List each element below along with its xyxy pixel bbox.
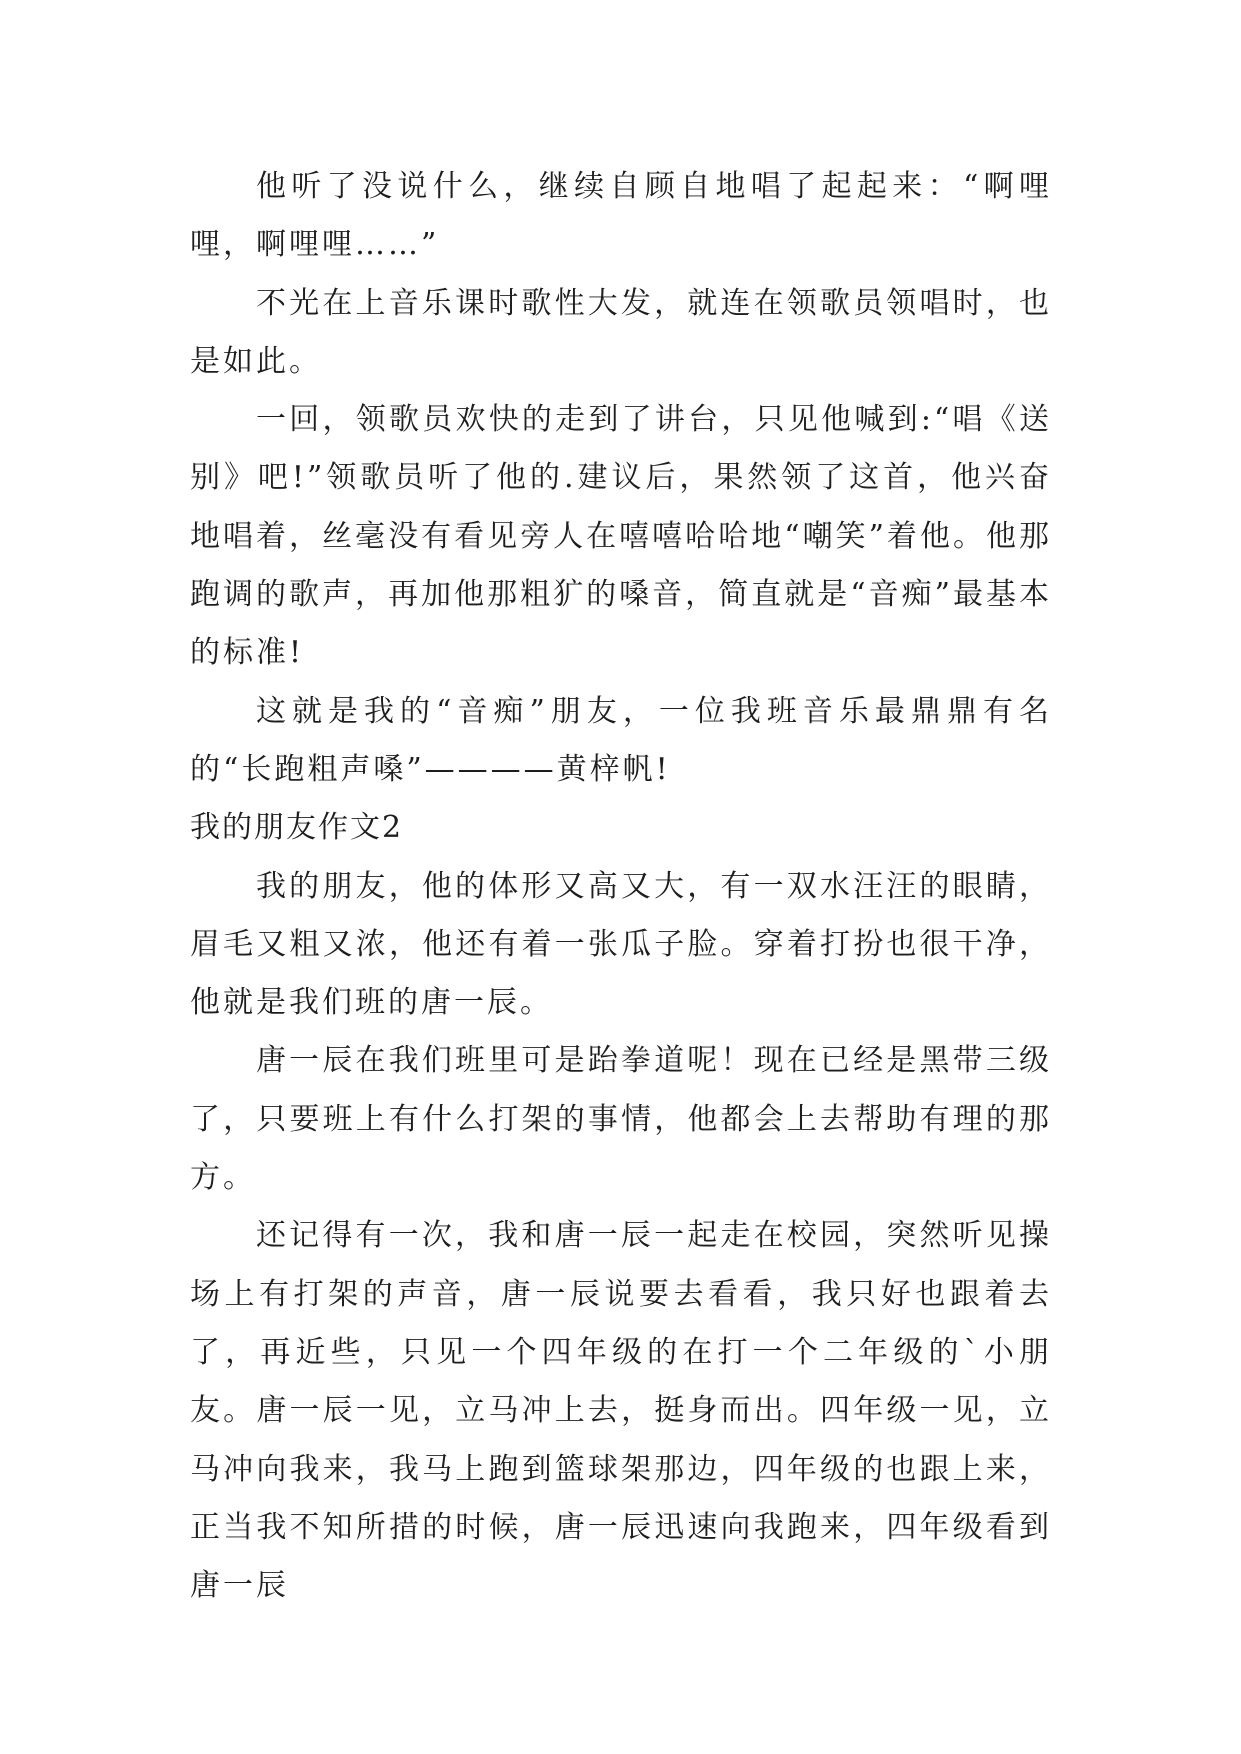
paragraph: 这就是我的“音痴”朋友，一位我班音乐最鼎鼎有名的“长跑粗声嗓”————黄梓帆! [190,693,1052,787]
paragraph: 一回，领歌员欢快的走到了讲台，只见他喊到:“唱《送别》吧!”领歌员听了他的.建议后，果然领了这首，他兴奋地唱着，丝毫没有看见旁人在嘻嘻哈哈地“嘲笑”着他。他那跑调的歌声，再加他那粗犷的嗓音，简直就是“音痴”最基本的标准! [190,402,1052,671]
document-page [190,158,1052,1615]
paragraph: 唐一辰在我们班里可是跆拳道呢！现在已经是黑带三级了，只要班上有什么打架的事情，他都会上去帮助有理的那方。 [190,1043,1052,1196]
paragraph: 不光在上音乐课时歌性大发，就连在领歌员领唱时，也是如此。 [190,285,1052,379]
paragraph: 他听了没说什么，继续自顾自地唱了起起来：“啊哩哩，啊哩哩……” [190,169,1052,263]
section-title: 我的朋友作文2 [190,810,404,846]
paragraph: 还记得有一次，我和唐一辰一起走在校园，突然听见操场上有打架的声音，唐一辰说要去看看，我只好也跟着去了，再近些，只见一个四年级的在打一个二年级的`小朋友。唐一辰一见，立马冲上去，挺身而出。四年级一见，立马冲向我来，我马上跑到篮球架那边，四年级的也跟上来，正当我不知所措的时候，唐一辰迅速向我跑来，四年级看到唐一辰 [190,1218,1052,1604]
paragraph: 我的朋友，他的体形又高又大，有一双水汪汪的眼睛，眉毛又粗又浓，他还有着一张瓜子脸。穿着打扮也很干净，他就是我们班的唐一辰。 [190,868,1052,1021]
